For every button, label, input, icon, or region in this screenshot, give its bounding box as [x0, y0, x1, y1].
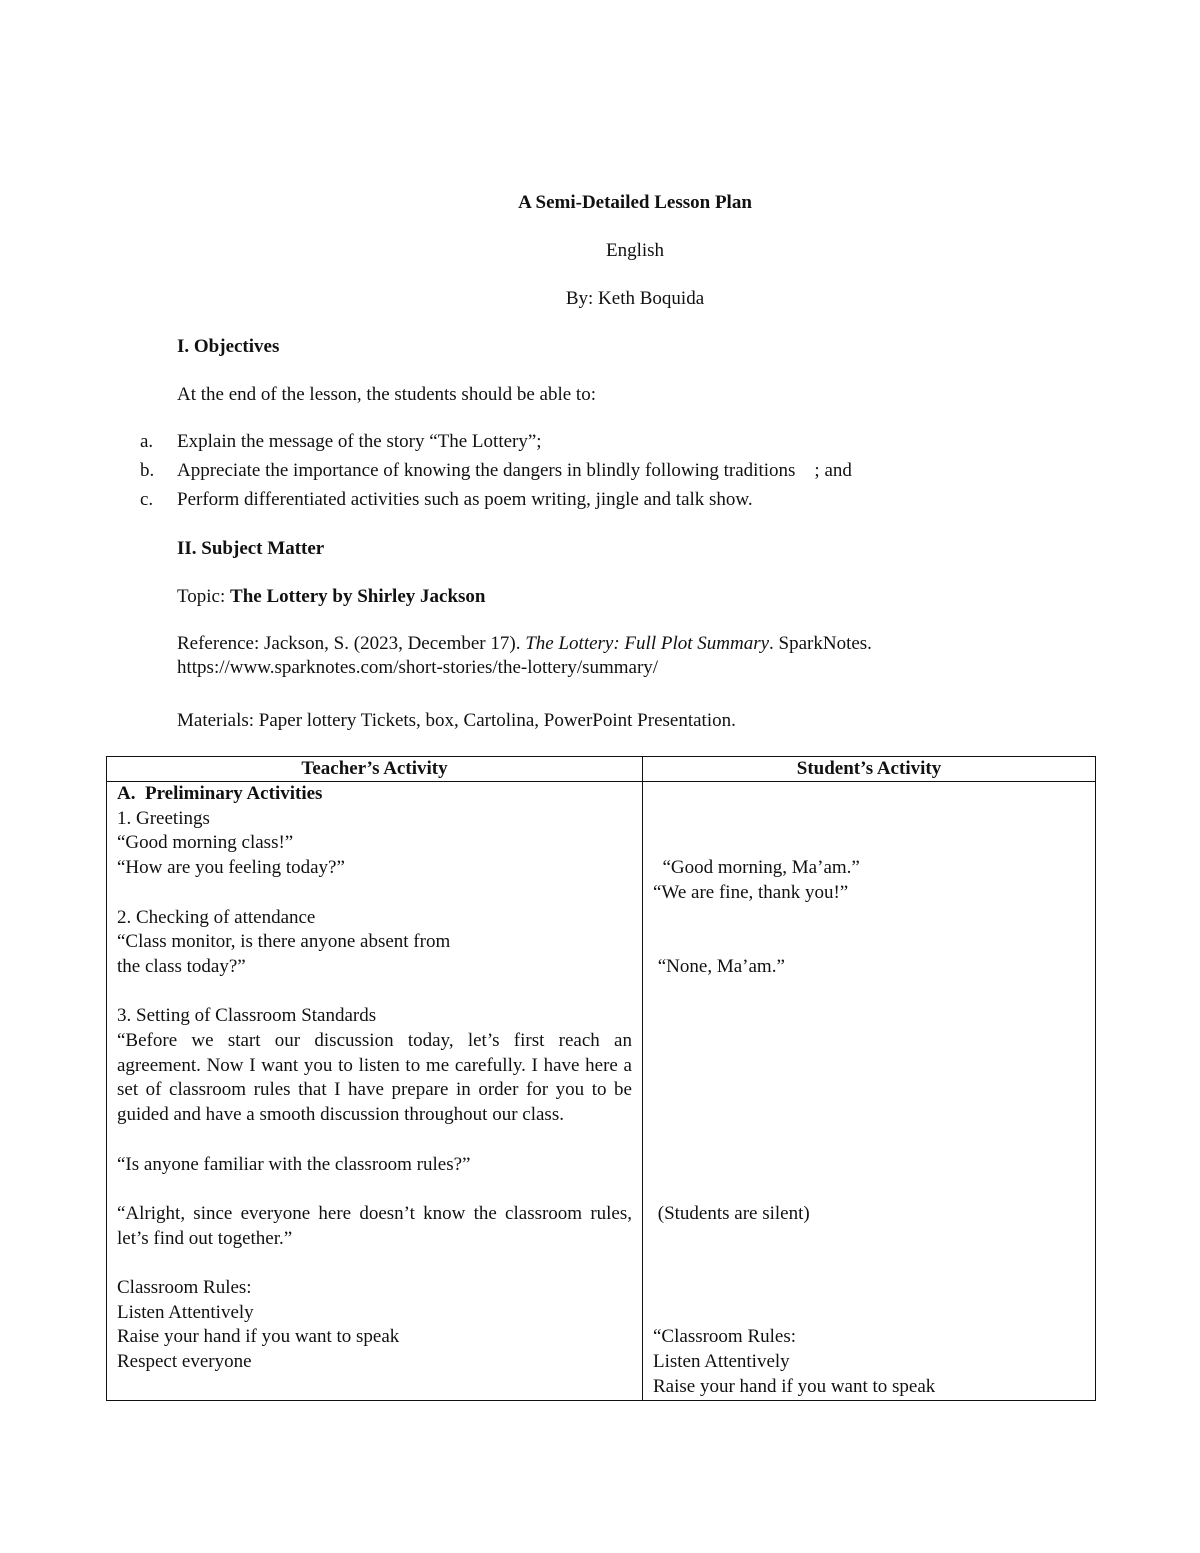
teacher-good-morning: “Good morning class!”: [117, 832, 294, 854]
topic-value: The Lottery by Shirley Jackson: [230, 586, 486, 607]
teacher-activity-cell: [107, 782, 643, 1401]
spacer: [653, 1128, 1085, 1153]
spacer: [653, 905, 1085, 930]
spacer: [653, 807, 1085, 832]
author-line: By: Keth Boquida: [565, 288, 705, 309]
spacer: [653, 1276, 1085, 1301]
teacher-activity-header: Teacher’s Activity: [107, 757, 643, 782]
table-header-row: [107, 757, 1096, 782]
list-letter: c.: [140, 489, 154, 510]
student-good-morning: “Good morning, Ma’am.”: [653, 857, 860, 879]
document-title: A Semi-Detailed Lesson Plan: [518, 192, 752, 213]
spacer: [653, 1226, 1085, 1251]
spacer: [653, 1004, 1085, 1029]
spacer: [117, 1177, 632, 1202]
student-rule-2: Raise your hand if you want to speak: [653, 1375, 936, 1397]
subject-line: English: [605, 240, 665, 261]
alright-text: “Alright, since everyone here doesn’t know the classroom rules, let’s find out together.”: [117, 1202, 632, 1249]
teacher-rule-3: Respect everyone: [117, 1351, 252, 1373]
objectives-intro: At the end of the lesson, the students should be able to:: [177, 384, 596, 405]
topic-line: [177, 585, 485, 609]
spacer: [653, 1029, 1085, 1054]
subject-matter-heading: II. Subject Matter: [177, 538, 325, 559]
teacher-rule-2: Raise your hand if you want to speak: [117, 1326, 400, 1348]
list-text: Explain the message of the story “The Lottery”;: [177, 431, 542, 452]
teacher-absent-question-1: “Class monitor, is there anyone absent from: [117, 931, 451, 953]
spacer: [653, 782, 1085, 807]
activity-table: [106, 756, 1096, 1401]
spacer: [653, 1152, 1085, 1177]
spacer: [653, 831, 1085, 856]
spacer: [653, 1078, 1085, 1103]
familiar-question: “Is anyone familiar with the classroom rules?”: [117, 1153, 471, 1175]
spacer: [653, 1177, 1085, 1202]
standards-text: “Before we start our discussion today, let’s first reach an agreement. Now I want you to listen to me carefully. I have here a set of classroom rules that I have prepare in order for you to be guided and have a smooth discussion throughout our class.: [117, 1030, 632, 1126]
list-letter: a.: [140, 431, 154, 452]
teacher-rules-label: Classroom Rules:: [117, 1276, 252, 1298]
teacher-rule-1: Listen Attentively: [117, 1301, 254, 1323]
student-rule-1: Listen Attentively: [653, 1350, 790, 1372]
standards-label: 3. Setting of Classroom Standards: [117, 1005, 377, 1027]
spacer: [653, 1054, 1085, 1079]
reference-url: https://www.sparknotes.com/short-stories/the-lottery/summary/: [177, 657, 659, 678]
spacer: [117, 980, 632, 1005]
preliminary-heading: A. Preliminary Activities: [117, 783, 323, 804]
list-text: Appreciate the importance of knowing the dangers in blindly following traditions ; and: [177, 460, 852, 481]
student-fine: “We are fine, thank you!”: [653, 881, 849, 903]
list-text: Perform differentiated activities such as poem writing, jingle and talk show.: [177, 489, 753, 510]
list-letter: b.: [140, 460, 155, 481]
teacher-absent-question-2: the class today?”: [117, 955, 246, 977]
student-activity-cell: [643, 782, 1096, 1401]
reference-suffix: . SparkNotes.: [769, 633, 872, 654]
greetings-label: 1. Greetings: [117, 807, 210, 829]
teacher-how-are-you: “How are you feeling today?”: [117, 857, 345, 879]
spacer: [117, 1128, 632, 1153]
spacer: [653, 1103, 1085, 1128]
attendance-label: 2. Checking of attendance: [117, 906, 316, 928]
student-activity-header: Student’s Activity: [643, 757, 1096, 782]
reference-title: The Lottery: Full Plot Summary: [525, 633, 770, 654]
spacer: [117, 881, 632, 906]
spacer: [653, 1301, 1085, 1326]
reference-prefix: Reference: Jackson, S. (2023, December 17).: [177, 633, 526, 654]
spacer: [117, 1251, 632, 1276]
materials-line: Materials: Paper lottery Tickets, box, Cartolina, PowerPoint Presentation.: [177, 710, 736, 731]
objectives-heading: I. Objectives: [177, 336, 280, 357]
student-silent: (Students are silent): [653, 1202, 810, 1224]
student-rules-label: “Classroom Rules:: [653, 1326, 797, 1348]
spacer: [653, 1251, 1085, 1276]
topic-label: Topic:: [177, 586, 231, 607]
student-none: “None, Ma’am.”: [653, 955, 785, 977]
reference-block: [177, 632, 872, 680]
table-row: [107, 782, 1096, 1401]
spacer: [653, 980, 1085, 1005]
spacer: [653, 930, 1085, 955]
